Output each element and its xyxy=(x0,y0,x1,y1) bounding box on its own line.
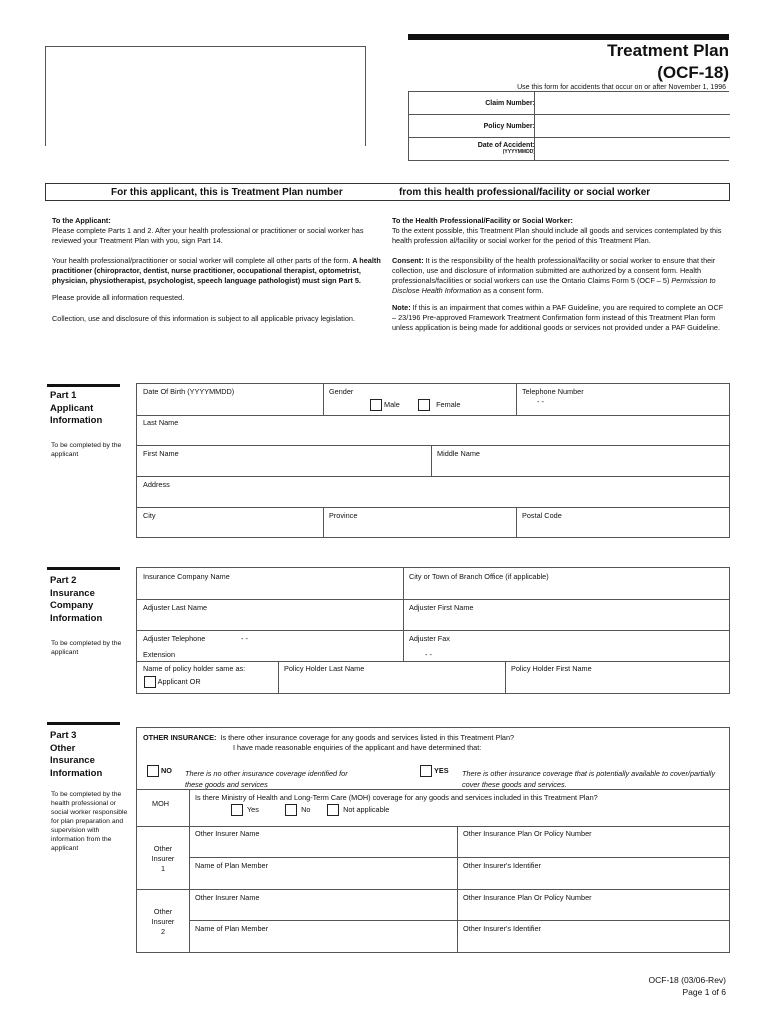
consent-label: Consent: xyxy=(392,256,424,265)
part2-bar xyxy=(47,567,120,570)
part1-title xyxy=(50,390,102,428)
insurer1-plan-field[interactable]: Other Insurance Plan Or Policy Number xyxy=(463,829,592,838)
adjuster-telephone-field[interactable]: Adjuster Telephone xyxy=(143,634,206,643)
moh-question: Is there Ministry of Health and Long-Term Care (MOH) coverage for any goods and services included in this Treatment Plan? xyxy=(195,793,598,802)
banner-left-text: For this applicant, this is Treatment Plan number xyxy=(111,187,343,198)
form-code: OCF-18 (03/06-Rev) xyxy=(648,975,726,985)
title-line-2: (OCF-18) xyxy=(657,63,729,82)
professional-p1: To the extent possible, this Treatment Plan should include all goods and services contemplated by this health profession al/facility or social worker for the period of this Treatment Plan. xyxy=(392,226,722,245)
title-line-1: Treatment Plan xyxy=(607,41,729,60)
form-subtitle: Use this form for accidents that occur on or after November 1, 1996 xyxy=(517,84,726,91)
policy-number-label: Policy Number: xyxy=(483,123,535,130)
moh-no-label: No xyxy=(301,804,311,814)
applicant-p4: Collection, use and disclosure of this information is subject to all applicable privacy legislation. xyxy=(52,314,355,323)
insurer1-line: 1 xyxy=(160,864,166,873)
insurer2-identifier-field[interactable]: Other Insurer's Identifier xyxy=(463,924,542,933)
insurer1-line: Other xyxy=(153,844,173,853)
no-checkbox[interactable] xyxy=(147,765,159,777)
insurer2-plan-field[interactable]: Other Insurance Plan Or Policy Number xyxy=(463,893,592,902)
middle-name-field[interactable]: Middle Name xyxy=(437,449,480,458)
applicant-or-label: Applicant OR xyxy=(157,676,201,686)
part1-title-line: Applicant xyxy=(50,402,94,414)
holder-first-name-field[interactable]: Policy Holder First Name xyxy=(511,664,592,673)
part3-title-line: Information xyxy=(50,767,103,779)
applicant-p1: Please complete Parts 1 and 2. After your health professional or practitioner or social worker has reviewed your Treatment Plan with you, sign Part 14. xyxy=(52,226,364,245)
banner-right-text: from this health professional/facility or social worker xyxy=(399,187,651,198)
gender-label: Gender xyxy=(329,387,354,396)
adjuster-first-name-field[interactable]: Adjuster First Name xyxy=(409,603,474,612)
last-name-field[interactable]: Last Name xyxy=(143,418,179,427)
consent-paragraph xyxy=(392,256,726,296)
insurer1-line: Insurer xyxy=(151,854,175,863)
logo-area xyxy=(45,46,366,146)
other-insurance-question xyxy=(143,733,514,742)
no-option[interactable] xyxy=(147,765,172,777)
doa-text: Date of Accident: xyxy=(477,142,535,149)
yes-checkbox[interactable] xyxy=(420,765,432,777)
adjuster-last-name-field[interactable]: Adjuster Last Name xyxy=(143,603,208,612)
insurer2-line: Insurer xyxy=(151,917,175,926)
moh-na-checkbox[interactable] xyxy=(327,804,339,816)
branch-office-field[interactable]: City or Town of Branch Office (if applicable) xyxy=(409,572,549,581)
moh-yes-option[interactable] xyxy=(231,804,259,816)
page-number: Page 1 of 6 xyxy=(682,987,726,997)
gender-male-option[interactable] xyxy=(370,399,400,411)
consent-italic: Permission to Disclose Health Information xyxy=(392,276,716,295)
part1-title-line: Part 1 xyxy=(50,390,77,401)
part3-bar xyxy=(47,722,120,725)
form-title xyxy=(408,40,729,84)
part2-title-line: Information xyxy=(50,612,103,624)
other-insurer-2-label xyxy=(137,907,189,937)
insurer2-line: Other xyxy=(153,907,173,916)
part3-note: To be completed by the health professional or social worker responsible for plan preparation and supervision with information from the applicant xyxy=(51,791,128,852)
doa-format: (YYYYMMDD) xyxy=(502,149,535,155)
no-label: NO xyxy=(161,765,172,775)
insurer1-name-field[interactable]: Other Insurer Name xyxy=(195,829,260,838)
insurance-company-field[interactable]: Insurance Company Name xyxy=(143,572,230,581)
policy-number-row[interactable] xyxy=(409,115,730,138)
extension-field[interactable]: Extension xyxy=(143,650,176,659)
insurer1-identifier-field[interactable]: Other Insurer's Identifier xyxy=(463,861,542,870)
note-text: If this is an impairment that comes within a PAF Guideline, you are required to complete an OCF – 23/196 Pre-approved Framework Treatment Confirmation form instead of this Treatment Plan form unless application is being made for additional goods or services not provided under a PAF Guideline. xyxy=(392,303,724,332)
holder-last-name-field[interactable]: Policy Holder Last Name xyxy=(284,664,365,673)
moh-na-option[interactable] xyxy=(327,804,389,816)
part3-title-line: Part 3 xyxy=(50,730,77,741)
applicant-or-option[interactable] xyxy=(144,676,201,688)
female-label: Female xyxy=(436,399,461,409)
claim-info-table xyxy=(408,91,729,161)
postal-code-field[interactable]: Postal Code xyxy=(522,511,562,520)
yes-label: YES xyxy=(434,765,449,775)
applicant-checkbox[interactable] xyxy=(144,676,156,688)
part3-title-line: Insurance xyxy=(50,755,95,766)
insurer2-line: 2 xyxy=(160,927,166,936)
part3-grid xyxy=(136,727,730,953)
insurer2-name-field[interactable]: Other Insurer Name xyxy=(195,893,260,902)
part1-bar xyxy=(47,384,120,387)
applicant-p2b: A health practitioner (chiropractor, dentist, nurse practitioner, occupational therapist, optometrist, physician, physiotherapist, psychologist, speech language pathologist) must sign Part 5. xyxy=(52,256,381,285)
consent-end: as a consent form. xyxy=(481,286,544,295)
telephone-dashes: - - xyxy=(537,397,544,406)
other-insurance-q1: Is there other insurance coverage for any goods and services listed in this Treatment Plan? xyxy=(220,733,515,742)
applicant-p2 xyxy=(52,256,382,286)
consent-text: It is the responsibility of the health professional/facility or social worker to ensure that their collection, use and disclosure of information submitted are authorized by a consent form. Health professionals/facilities or social workers can use the Ontario Claims Form 5 (OCF – 5) xyxy=(392,256,716,285)
moh-no-option[interactable] xyxy=(285,804,310,816)
plan-number-banner xyxy=(45,183,730,201)
city-field[interactable]: City xyxy=(143,511,156,520)
applicant-heading: To the Applicant: xyxy=(52,216,111,225)
claim-number-label: Claim Number: xyxy=(485,100,535,107)
applicant-instructions xyxy=(52,216,382,324)
part2-title xyxy=(50,575,102,625)
applicant-p2a: Your health professional/practitioner or social worker will complete all other parts of the form. xyxy=(52,256,353,265)
part3-title xyxy=(50,730,102,780)
date-of-accident-label xyxy=(478,142,535,155)
adjuster-fax-field[interactable]: Adjuster Fax xyxy=(409,634,450,643)
insurer1-member-field[interactable]: Name of Plan Member xyxy=(195,861,268,870)
moh-no-checkbox[interactable] xyxy=(285,804,297,816)
date-of-accident-row[interactable] xyxy=(409,138,730,161)
adjuster-telephone-dashes: - - xyxy=(241,634,248,643)
holder-same-label: Name of policy holder same as: xyxy=(143,664,246,673)
adjuster-fax-dashes: - - xyxy=(425,650,432,659)
note-paragraph xyxy=(392,303,726,333)
part2-title-line: Insurance xyxy=(50,587,95,599)
dob-field[interactable]: Date Of Birth (YYYYMMDD) xyxy=(143,387,235,396)
part2-title-line: Company xyxy=(50,600,94,611)
province-field[interactable]: Province xyxy=(329,511,358,520)
part1-title-line: Information xyxy=(50,415,103,426)
female-checkbox[interactable] xyxy=(418,399,430,411)
telephone-field[interactable]: Telephone Number xyxy=(522,387,584,396)
moh-yes-label: Yes xyxy=(246,804,259,814)
yes-description: There is other insurance coverage that is potentially available to cover/partially cover these goods and services. xyxy=(462,769,716,789)
part1-note: To be completed by the applicant xyxy=(51,442,122,458)
male-checkbox[interactable] xyxy=(370,399,382,411)
gender-female-option[interactable] xyxy=(418,399,460,411)
yes-option[interactable] xyxy=(420,765,449,777)
address-field[interactable]: Address xyxy=(143,480,170,489)
first-name-field[interactable]: First Name xyxy=(143,449,179,458)
part1-grid xyxy=(136,383,730,538)
moh-na-label: Not applicable xyxy=(343,804,390,814)
part2-title-line: Part 2 xyxy=(50,575,77,586)
other-insurer-1-label xyxy=(137,844,189,874)
professional-heading: To the Health Professional/Facility or Social Worker: xyxy=(392,216,573,225)
part3-title-line: Other xyxy=(50,742,76,754)
no-description: There is no other insurance coverage identified for these goods and services xyxy=(185,769,348,789)
other-insurance-label: OTHER INSURANCE: xyxy=(143,733,217,742)
professional-instructions xyxy=(392,216,726,333)
part2-grid xyxy=(136,567,730,694)
insurer2-member-field[interactable]: Name of Plan Member xyxy=(195,924,268,933)
claim-number-row[interactable] xyxy=(409,92,730,115)
part2-note: To be completed by the applicant xyxy=(51,640,122,656)
moh-label: MOH xyxy=(152,799,170,808)
note-label: Note: xyxy=(392,303,411,312)
other-insurance-q2: I have made reasonable enquiries of the applicant and have determined that: xyxy=(233,743,482,752)
male-label: Male xyxy=(384,399,400,409)
applicant-p3: Please provide all information requested. xyxy=(52,293,185,302)
moh-yes-checkbox[interactable] xyxy=(231,804,243,816)
